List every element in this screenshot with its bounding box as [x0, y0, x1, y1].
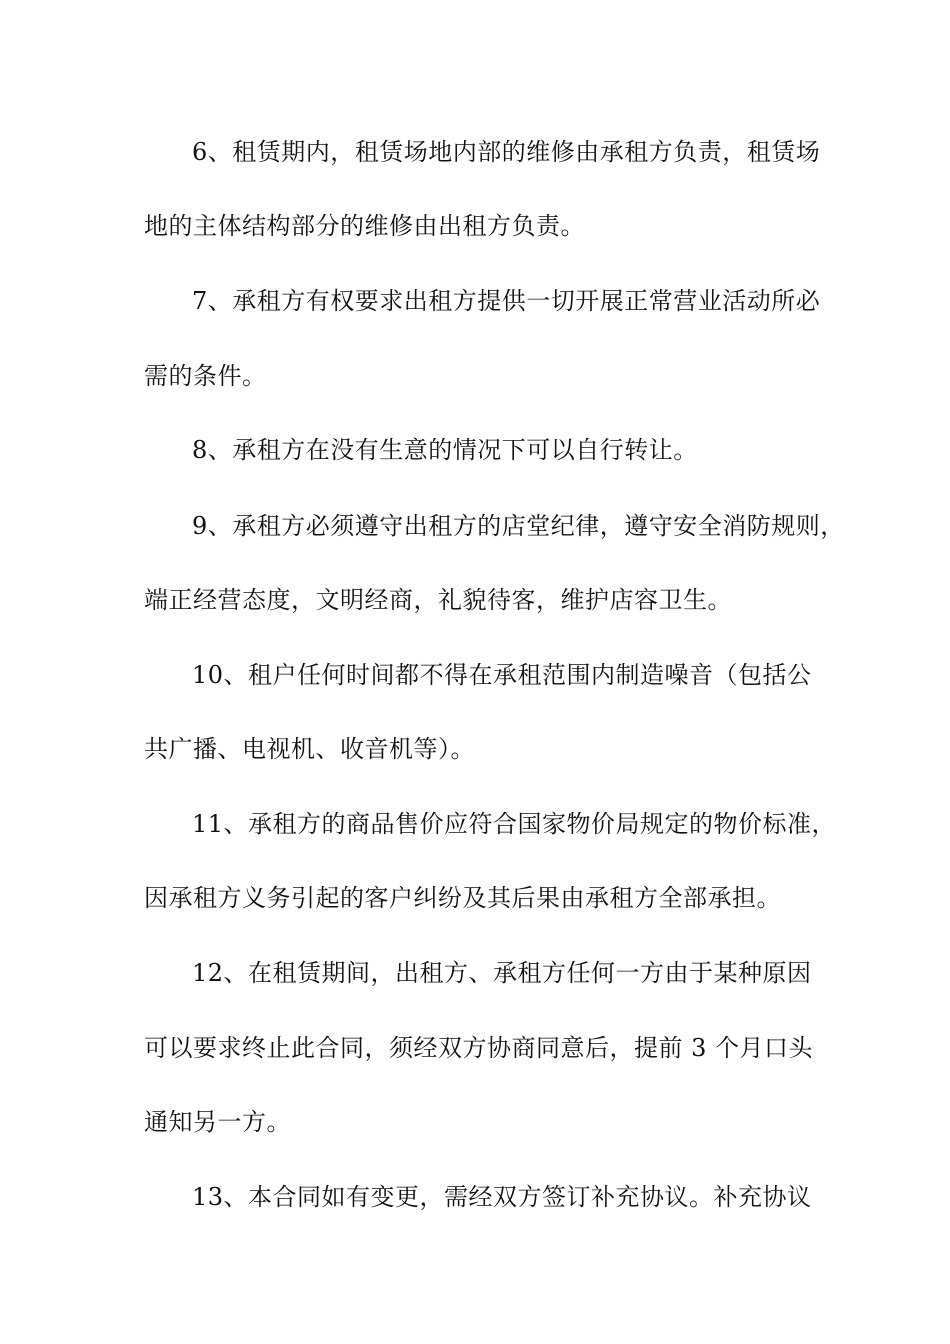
clause-12-line-3: 通知另一方。 — [144, 1108, 291, 1136]
clause-6-line-2: 地的主体结构部分的维修由出租方负责。 — [144, 212, 585, 240]
clause-11-line-1: 11、承租方的商品售价应符合国家物价局规定的物价标准， — [192, 810, 837, 838]
clause-9-line-2: 端正经营态度，文明经商，礼貌待客，维护店容卫生。 — [144, 586, 732, 614]
clause-13-line-1: 13、本合同如有变更，需经双方签订补充协议。补充协议 — [192, 1183, 812, 1211]
clause-10-line-2: 共广播、电视机、收音机等）。 — [144, 735, 475, 763]
clause-9-line-1: 9、承租方必须遵守出租方的店堂纪律，遵守安全消防规则， — [192, 512, 845, 540]
clause-10-line-1: 10、租户任何时间都不得在承租范围内制造噪音（包括公 — [192, 661, 812, 689]
clause-12-line-2: 可以要求终止此合同，须经双方协商同意后，提前 3 个月口头 — [144, 1034, 814, 1062]
clause-7-line-2: 需的条件。 — [144, 362, 267, 390]
clause-11-line-2: 因承租方义务引起的客户纠纷及其后果由承租方全部承担。 — [144, 884, 781, 912]
clause-8-line-1: 8、承租方在没有生意的情况下可以自行转让。 — [192, 436, 698, 464]
clause-7-line-1: 7、承租方有权要求出租方提供一切开展正常营业活动所必 — [192, 287, 821, 315]
clause-12-line-1: 12、在租赁期间，出租方、承租方任何一方由于某种原因 — [192, 959, 812, 987]
clause-6-line-1: 6、租赁期内，租赁场地内部的维修由承租方负责，租赁场 — [192, 138, 821, 166]
